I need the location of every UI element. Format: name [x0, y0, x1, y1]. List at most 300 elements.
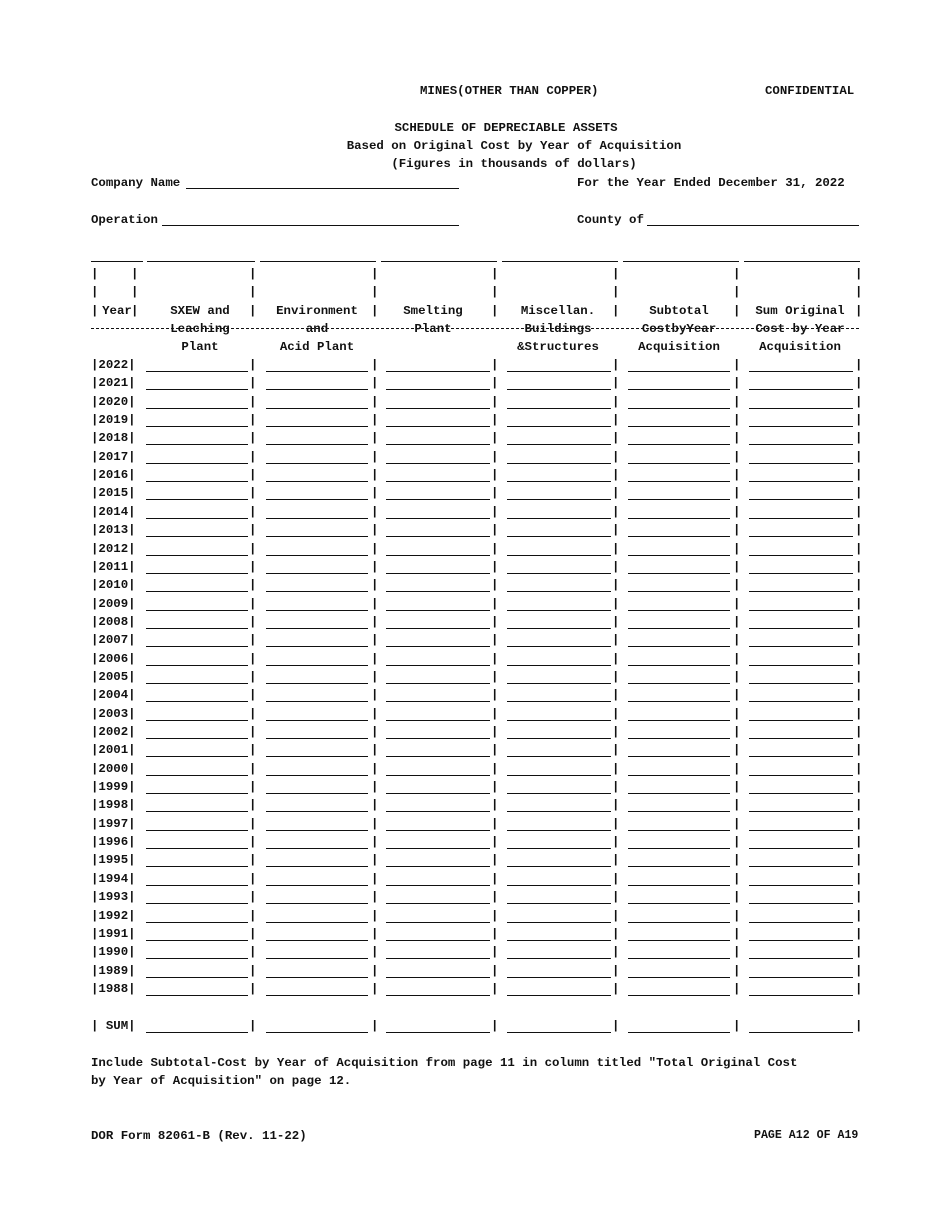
cell-separator: | [855, 926, 863, 941]
row-2001-cell-1[interactable] [146, 756, 248, 757]
row-2005-cell-1[interactable] [146, 683, 248, 684]
cell-separator: | [249, 688, 257, 703]
row-1997-cell-5[interactable] [628, 830, 730, 831]
row-1993-cell-6[interactable] [749, 903, 853, 904]
row-2003-cell-3[interactable] [386, 720, 490, 721]
cell-separator: | [612, 468, 620, 483]
row-2018-cell-5[interactable] [628, 444, 730, 445]
row-1991-cell-5[interactable] [628, 940, 730, 941]
row-2009-cell-2[interactable] [266, 610, 368, 611]
row-1989-cell-5[interactable] [628, 977, 730, 978]
row-1991-cell-3[interactable] [386, 940, 490, 941]
cell-separator: | [249, 871, 257, 886]
row-2011-cell-6[interactable] [749, 573, 853, 574]
row-2021-cell-1[interactable] [146, 389, 248, 390]
row-2001-cell-2[interactable] [266, 756, 368, 757]
cell-separator: | [491, 376, 499, 391]
cell-separator: | [733, 798, 741, 813]
row-2019-cell-5[interactable] [628, 426, 730, 427]
row-2018-cell-4[interactable] [507, 444, 611, 445]
cell-separator: | [371, 541, 379, 556]
row-2008-cell-2[interactable] [266, 628, 368, 629]
row-2013-cell-2[interactable] [266, 536, 368, 537]
cell-separator: | [491, 358, 499, 372]
row-1989-cell-3[interactable] [386, 977, 490, 978]
row-2006-cell-4[interactable] [507, 665, 611, 666]
cell-separator: | [491, 504, 499, 519]
row-2000-cell-2[interactable] [266, 775, 368, 776]
row-2020-cell-3[interactable] [386, 408, 490, 409]
schedule-subtitle: Based on Original Cost by Year of Acquisition [346, 139, 682, 153]
row-2002-cell-6[interactable] [749, 738, 853, 739]
row-1998-cell-4[interactable] [507, 811, 611, 812]
row-2018-cell-1[interactable] [146, 444, 248, 445]
row-1990-cell-2[interactable] [266, 958, 368, 959]
row-1994-cell-1[interactable] [146, 885, 248, 886]
sum-cell-1[interactable] [146, 1032, 248, 1033]
row-2005-cell-5[interactable] [628, 683, 730, 684]
header-separator: | [371, 303, 379, 318]
row-1991-cell-4[interactable] [507, 940, 611, 941]
row-2008-cell-5[interactable] [628, 628, 730, 629]
row-2006-cell-2[interactable] [266, 665, 368, 666]
row-2002-cell-2[interactable] [266, 738, 368, 739]
cell-separator: | [249, 890, 257, 905]
row-2012-cell-6[interactable] [749, 555, 853, 556]
cell-separator: | [249, 835, 257, 850]
row-1998-cell-1[interactable] [146, 811, 248, 812]
row-1999-cell-4[interactable] [507, 793, 611, 794]
row-2008-cell-3[interactable] [386, 628, 490, 629]
row-2010-cell-2[interactable] [266, 591, 368, 592]
cell-separator: | [855, 596, 863, 611]
row-2022-cell-4[interactable] [507, 371, 611, 372]
row-1994-cell-5[interactable] [628, 885, 730, 886]
row-2008-cell-6[interactable] [749, 628, 853, 629]
sum-cell-4[interactable] [507, 1032, 611, 1033]
row-2010-cell-4[interactable] [507, 591, 611, 592]
row-year-label: |2011| [91, 559, 136, 574]
row-1999-cell-6[interactable] [749, 793, 853, 794]
sum-cell-3[interactable] [386, 1032, 490, 1033]
row-2003-cell-5[interactable] [628, 720, 730, 721]
cell-separator: | [491, 743, 499, 758]
row-year-label: |1988| [91, 981, 136, 996]
row-2006-cell-6[interactable] [749, 665, 853, 666]
header-separator: | [612, 285, 620, 300]
row-1996-cell-6[interactable] [749, 848, 853, 849]
row-2012-cell-4[interactable] [507, 555, 611, 556]
row-2012-cell-3[interactable] [386, 555, 490, 556]
cell-separator: | [491, 688, 499, 703]
column-header-subtotal: Subtotal CostbyYear Acquisition [638, 303, 720, 355]
row-2014-cell-3[interactable] [386, 518, 490, 519]
row-2005-cell-2[interactable] [266, 683, 368, 684]
row-2006-cell-5[interactable] [628, 665, 730, 666]
row-2020-cell-2[interactable] [266, 408, 368, 409]
row-2021-cell-5[interactable] [628, 389, 730, 390]
row-year-label: |1992| [91, 908, 136, 923]
row-2012-cell-5[interactable] [628, 555, 730, 556]
row-year-label: |2004| [91, 688, 136, 703]
row-2003-cell-6[interactable] [749, 720, 853, 721]
row-2013-cell-6[interactable] [749, 536, 853, 537]
header-separator: | [131, 285, 139, 300]
row-1988-cell-3[interactable] [386, 995, 490, 996]
row-1999-cell-5[interactable] [628, 793, 730, 794]
row-1988-cell-2[interactable] [266, 995, 368, 996]
row-2005-cell-6[interactable] [749, 683, 853, 684]
cell-separator: | [612, 761, 620, 776]
header-separator: | [131, 267, 139, 281]
row-2017-cell-4[interactable] [507, 463, 611, 464]
row-1993-cell-2[interactable] [266, 903, 368, 904]
row-1988-cell-6[interactable] [749, 995, 853, 996]
row-2007-cell-2[interactable] [266, 646, 368, 647]
row-1996-cell-3[interactable] [386, 848, 490, 849]
row-2002-cell-4[interactable] [507, 738, 611, 739]
row-2013-cell-3[interactable] [386, 536, 490, 537]
row-2009-cell-5[interactable] [628, 610, 730, 611]
row-2020-cell-1[interactable] [146, 408, 248, 409]
row-2014-cell-2[interactable] [266, 518, 368, 519]
row-1999-cell-3[interactable] [386, 793, 490, 794]
row-2022-cell-3[interactable] [386, 371, 490, 372]
row-2022-cell-1[interactable] [146, 371, 248, 372]
row-year-label: |2003| [91, 706, 136, 721]
row-2004-cell-6[interactable] [749, 701, 853, 702]
row-2000-cell-5[interactable] [628, 775, 730, 776]
cell-separator: | [371, 596, 379, 611]
cell-separator: | [612, 633, 620, 648]
cell-separator: | [612, 651, 620, 666]
row-2019-cell-6[interactable] [749, 426, 853, 427]
header-separator: | [249, 285, 257, 300]
row-2019-cell-1[interactable] [146, 426, 248, 427]
row-2003-cell-2[interactable] [266, 720, 368, 721]
row-1994-cell-4[interactable] [507, 885, 611, 886]
row-2000-cell-3[interactable] [386, 775, 490, 776]
cell-separator: | [612, 780, 620, 795]
row-2015-cell-5[interactable] [628, 499, 730, 500]
sum-cell-6[interactable] [749, 1032, 853, 1033]
row-2000-cell-1[interactable] [146, 775, 248, 776]
row-2002-cell-5[interactable] [628, 738, 730, 739]
row-2016-cell-4[interactable] [507, 481, 611, 482]
row-1998-cell-3[interactable] [386, 811, 490, 812]
row-2021-cell-4[interactable] [507, 389, 611, 390]
row-2007-cell-6[interactable] [749, 646, 853, 647]
row-2004-cell-5[interactable] [628, 701, 730, 702]
row-2022-cell-6[interactable] [749, 371, 853, 372]
header-separator: | [91, 267, 99, 281]
row-2013-cell-1[interactable] [146, 536, 248, 537]
row-1990-cell-3[interactable] [386, 958, 490, 959]
row-year-label: |1999| [91, 780, 136, 795]
sum-cell-2[interactable] [266, 1032, 368, 1033]
row-2008-cell-4[interactable] [507, 628, 611, 629]
row-1989-cell-6[interactable] [749, 977, 853, 978]
row-2016-cell-3[interactable] [386, 481, 490, 482]
row-2011-cell-2[interactable] [266, 573, 368, 574]
row-1992-cell-2[interactable] [266, 922, 368, 923]
row-2017-cell-3[interactable] [386, 463, 490, 464]
row-2002-cell-1[interactable] [146, 738, 248, 739]
row-1993-cell-1[interactable] [146, 903, 248, 904]
row-2010-cell-1[interactable] [146, 591, 248, 592]
row-1995-cell-4[interactable] [507, 866, 611, 867]
row-1992-cell-3[interactable] [386, 922, 490, 923]
row-2007-cell-4[interactable] [507, 646, 611, 647]
row-2014-cell-4[interactable] [507, 518, 611, 519]
row-1993-cell-3[interactable] [386, 903, 490, 904]
row-2009-cell-3[interactable] [386, 610, 490, 611]
row-2019-cell-4[interactable] [507, 426, 611, 427]
row-2021-cell-2[interactable] [266, 389, 368, 390]
row-2009-cell-6[interactable] [749, 610, 853, 611]
cell-separator: | [249, 633, 257, 648]
cell-separator: | [855, 578, 863, 593]
row-2015-cell-3[interactable] [386, 499, 490, 500]
row-2015-cell-6[interactable] [749, 499, 853, 500]
header-separator: | [612, 303, 620, 318]
row-2006-cell-1[interactable] [146, 665, 248, 666]
header-separator: | [491, 267, 499, 281]
cell-separator: | [249, 908, 257, 923]
row-2013-cell-4[interactable] [507, 536, 611, 537]
row-1995-cell-6[interactable] [749, 866, 853, 867]
row-year-label: |1993| [91, 890, 136, 905]
row-2015-cell-2[interactable] [266, 499, 368, 500]
row-2019-cell-2[interactable] [266, 426, 368, 427]
header-separator: | [491, 303, 499, 318]
row-2002-cell-3[interactable] [386, 738, 490, 739]
cell-separator: | [733, 413, 741, 428]
row-2016-cell-5[interactable] [628, 481, 730, 482]
row-2005-cell-4[interactable] [507, 683, 611, 684]
header-separator: | [491, 285, 499, 300]
row-2010-cell-5[interactable] [628, 591, 730, 592]
row-1988-cell-1[interactable] [146, 995, 248, 996]
row-2003-cell-4[interactable] [507, 720, 611, 721]
row-2001-cell-6[interactable] [749, 756, 853, 757]
cell-separator: | [371, 504, 379, 519]
row-2015-cell-4[interactable] [507, 499, 611, 500]
row-1994-cell-2[interactable] [266, 885, 368, 886]
row-1990-cell-6[interactable] [749, 958, 853, 959]
row-1991-cell-1[interactable] [146, 940, 248, 941]
cell-separator: | [491, 486, 499, 501]
row-2003-cell-1[interactable] [146, 720, 248, 721]
row-2015-cell-1[interactable] [146, 499, 248, 500]
row-1991-cell-6[interactable] [749, 940, 853, 941]
cell-separator: | [491, 559, 499, 574]
row-2000-cell-6[interactable] [749, 775, 853, 776]
row-1990-cell-5[interactable] [628, 958, 730, 959]
row-1996-cell-1[interactable] [146, 848, 248, 849]
cell-separator: | [855, 449, 863, 464]
row-2000-cell-4[interactable] [507, 775, 611, 776]
row-2018-cell-2[interactable] [266, 444, 368, 445]
row-2022-cell-2[interactable] [266, 371, 368, 372]
cell-separator: | [371, 780, 379, 795]
row-2017-cell-6[interactable] [749, 463, 853, 464]
row-2010-cell-6[interactable] [749, 591, 853, 592]
row-2004-cell-1[interactable] [146, 701, 248, 702]
row-year-label: |1994| [91, 871, 136, 886]
county-field[interactable] [647, 225, 859, 226]
row-2009-cell-4[interactable] [507, 610, 611, 611]
sum-cell-5[interactable] [628, 1032, 730, 1033]
row-1994-cell-6[interactable] [749, 885, 853, 886]
row-2007-cell-1[interactable] [146, 646, 248, 647]
row-1999-cell-1[interactable] [146, 793, 248, 794]
row-1989-cell-1[interactable] [146, 977, 248, 978]
cell-separator: | [733, 981, 741, 996]
row-2017-cell-1[interactable] [146, 463, 248, 464]
row-2018-cell-6[interactable] [749, 444, 853, 445]
row-2014-cell-1[interactable] [146, 518, 248, 519]
cell-separator: | [491, 853, 499, 868]
cell-separator: | [855, 761, 863, 776]
row-2001-cell-3[interactable] [386, 756, 490, 757]
cell-separator: | [249, 926, 257, 941]
row-1999-cell-2[interactable] [266, 793, 368, 794]
row-2018-cell-3[interactable] [386, 444, 490, 445]
row-1995-cell-3[interactable] [386, 866, 490, 867]
row-2020-cell-5[interactable] [628, 408, 730, 409]
row-2013-cell-5[interactable] [628, 536, 730, 537]
row-2012-cell-1[interactable] [146, 555, 248, 556]
page-number: PAGE A12 OF A19 [754, 1129, 859, 1142]
row-2010-cell-3[interactable] [386, 591, 490, 592]
row-2011-cell-5[interactable] [628, 573, 730, 574]
cell-separator: | [371, 468, 379, 483]
row-1998-cell-2[interactable] [266, 811, 368, 812]
row-2001-cell-5[interactable] [628, 756, 730, 757]
row-1988-cell-4[interactable] [507, 995, 611, 996]
row-2006-cell-3[interactable] [386, 665, 490, 666]
row-1994-cell-3[interactable] [386, 885, 490, 886]
row-1992-cell-4[interactable] [507, 922, 611, 923]
cell-separator: | [733, 633, 741, 648]
cell-separator: | [733, 926, 741, 941]
cell-separator: | [855, 963, 863, 978]
operation-field[interactable] [162, 225, 459, 226]
cell-separator: | [491, 449, 499, 464]
cell-separator: | [249, 981, 257, 996]
row-year-label: |2018| [91, 431, 136, 446]
row-1998-cell-5[interactable] [628, 811, 730, 812]
cell-separator: | [733, 614, 741, 629]
row-year-label: |2019| [91, 413, 136, 428]
row-2016-cell-2[interactable] [266, 481, 368, 482]
row-2011-cell-1[interactable] [146, 573, 248, 574]
header-separator: | [733, 285, 741, 300]
company-name-field[interactable] [186, 188, 459, 189]
row-1989-cell-4[interactable] [507, 977, 611, 978]
cell-separator: | [612, 523, 620, 538]
row-1995-cell-5[interactable] [628, 866, 730, 867]
row-1991-cell-2[interactable] [266, 940, 368, 941]
cell-separator: | [371, 945, 379, 960]
row-2005-cell-3[interactable] [386, 683, 490, 684]
row-2004-cell-4[interactable] [507, 701, 611, 702]
row-1988-cell-5[interactable] [628, 995, 730, 996]
row-2014-cell-5[interactable] [628, 518, 730, 519]
row-2004-cell-3[interactable] [386, 701, 490, 702]
row-1992-cell-1[interactable] [146, 922, 248, 923]
row-2017-cell-2[interactable] [266, 463, 368, 464]
row-1995-cell-2[interactable] [266, 866, 368, 867]
cell-separator: | [249, 449, 257, 464]
row-1993-cell-4[interactable] [507, 903, 611, 904]
row-2011-cell-4[interactable] [507, 573, 611, 574]
row-1997-cell-4[interactable] [507, 830, 611, 831]
row-2016-cell-1[interactable] [146, 481, 248, 482]
cell-separator: | [371, 725, 379, 739]
row-2020-cell-4[interactable] [507, 408, 611, 409]
row-1992-cell-6[interactable] [749, 922, 853, 923]
cell-separator: | [733, 669, 741, 684]
row-2012-cell-2[interactable] [266, 555, 368, 556]
row-1996-cell-5[interactable] [628, 848, 730, 849]
row-year-label: |2002| [91, 725, 136, 739]
row-1997-cell-3[interactable] [386, 830, 490, 831]
row-2014-cell-6[interactable] [749, 518, 853, 519]
row-2011-cell-3[interactable] [386, 573, 490, 574]
row-2007-cell-5[interactable] [628, 646, 730, 647]
row-1990-cell-4[interactable] [507, 958, 611, 959]
row-1997-cell-2[interactable] [266, 830, 368, 831]
cell-separator: | [733, 835, 741, 850]
row-2008-cell-1[interactable] [146, 628, 248, 629]
row-2020-cell-6[interactable] [749, 408, 853, 409]
row-1989-cell-2[interactable] [266, 977, 368, 978]
row-2016-cell-6[interactable] [749, 481, 853, 482]
cell-separator: | [371, 486, 379, 501]
cell-separator: | [371, 688, 379, 703]
row-2022-cell-5[interactable] [628, 371, 730, 372]
cell-separator: | [249, 725, 257, 739]
row-1997-cell-6[interactable] [749, 830, 853, 831]
cell-separator: | [491, 413, 499, 428]
row-2004-cell-2[interactable] [266, 701, 368, 702]
row-2001-cell-4[interactable] [507, 756, 611, 757]
row-1990-cell-1[interactable] [146, 958, 248, 959]
row-2021-cell-6[interactable] [749, 389, 853, 390]
row-2017-cell-5[interactable] [628, 463, 730, 464]
header-separator: | [249, 267, 257, 281]
cell-separator: | [733, 780, 741, 795]
cell-separator: | [371, 816, 379, 831]
row-1996-cell-2[interactable] [266, 848, 368, 849]
row-year-label: |2009| [91, 596, 136, 611]
cell-separator: | [491, 835, 499, 850]
row-1992-cell-5[interactable] [628, 922, 730, 923]
column-header-sum-original: Sum Original Cost by Year Acquisition [755, 303, 845, 355]
row-2019-cell-3[interactable] [386, 426, 490, 427]
row-2009-cell-1[interactable] [146, 610, 248, 611]
row-1995-cell-1[interactable] [146, 866, 248, 867]
row-1998-cell-6[interactable] [749, 811, 853, 812]
row-1996-cell-4[interactable] [507, 848, 611, 849]
row-2007-cell-3[interactable] [386, 646, 490, 647]
cell-separator: | [371, 798, 379, 813]
row-1997-cell-1[interactable] [146, 830, 248, 831]
row-2021-cell-3[interactable] [386, 389, 490, 390]
row-1993-cell-5[interactable] [628, 903, 730, 904]
